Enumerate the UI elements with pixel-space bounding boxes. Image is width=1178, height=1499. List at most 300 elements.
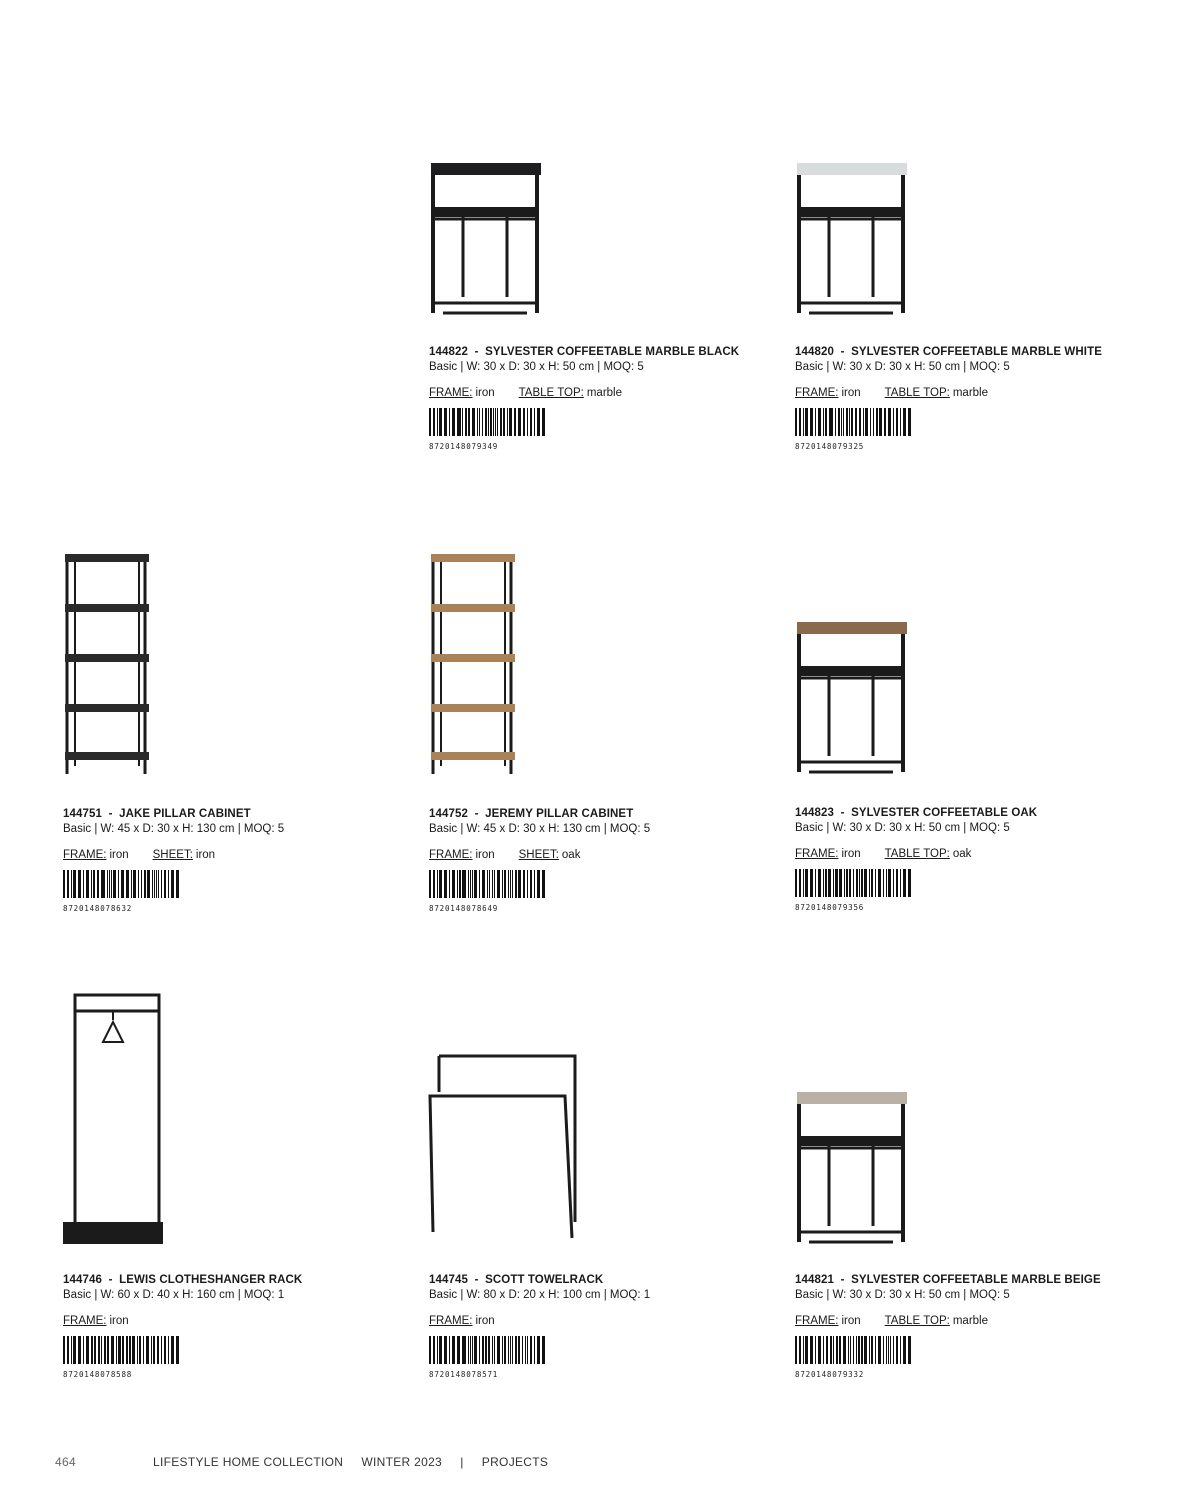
barcode-bar bbox=[859, 1336, 860, 1364]
barcode-bar bbox=[429, 1336, 431, 1364]
barcode-bar bbox=[543, 1336, 545, 1364]
barcode-bar bbox=[904, 408, 906, 436]
barcode-bar bbox=[468, 1336, 469, 1364]
barcode-bar bbox=[429, 870, 431, 898]
material-entry bbox=[519, 848, 581, 862]
barcode-bar bbox=[806, 408, 808, 436]
barcode-bar bbox=[848, 1336, 849, 1364]
material-value: iron bbox=[841, 387, 861, 399]
material-value: marble bbox=[586, 387, 622, 399]
ean-number: 8720148079325 bbox=[795, 442, 865, 451]
product-card-144821 bbox=[795, 992, 1125, 1379]
product-spec: Basic | W: 30 x D: 30 x H: 50 cm | MOQ: 5 bbox=[795, 1289, 1010, 1301]
material-key: FRAME: bbox=[795, 848, 839, 860]
product-title: 144751 - JAKE PILLAR CABINET bbox=[63, 808, 251, 820]
barcode-bar bbox=[844, 1336, 846, 1364]
barcode-bar bbox=[893, 1336, 895, 1364]
barcode-bar bbox=[479, 1336, 480, 1364]
product-card-144822 bbox=[429, 160, 759, 451]
product-image-towel-rack bbox=[429, 992, 759, 1273]
barcode-bar bbox=[523, 870, 525, 898]
barcode-bar bbox=[833, 869, 834, 897]
barcode-bar bbox=[94, 1336, 96, 1364]
product-materials bbox=[795, 847, 1125, 861]
barcode-bar bbox=[839, 408, 840, 436]
barcode-bar bbox=[823, 869, 824, 897]
barcode-bar bbox=[871, 869, 873, 897]
barcode-bar bbox=[909, 408, 911, 436]
barcode-bar bbox=[128, 870, 129, 898]
material-key: FRAME: bbox=[63, 1315, 107, 1327]
barcode-bar bbox=[861, 869, 862, 897]
barcode-bar bbox=[138, 870, 139, 898]
product-image-shelf-oak bbox=[429, 552, 759, 807]
barcode-bar bbox=[855, 408, 857, 436]
barcode-bar bbox=[131, 870, 132, 898]
barcode-bar bbox=[500, 408, 501, 436]
barcode-bar bbox=[143, 1336, 144, 1364]
barcode-bar bbox=[502, 1336, 503, 1364]
barcode-bar bbox=[118, 870, 119, 898]
barcode bbox=[795, 1336, 913, 1364]
barcode bbox=[795, 869, 913, 897]
barcode-bar bbox=[111, 870, 112, 898]
material-entry bbox=[429, 848, 495, 862]
shelf-board bbox=[65, 654, 149, 662]
barcode-bar bbox=[519, 408, 521, 436]
table-top bbox=[797, 622, 907, 634]
barcode-bar bbox=[144, 870, 145, 898]
barcode-bar bbox=[67, 870, 69, 898]
barcode-bar bbox=[836, 1336, 837, 1364]
barcode-bar bbox=[795, 1336, 797, 1364]
barcode-bar bbox=[803, 408, 804, 436]
product-spec: Basic | W: 60 x D: 40 x H: 160 cm | MOQ: 1 bbox=[63, 1289, 285, 1301]
product-materials bbox=[63, 1314, 393, 1328]
barcode-bar bbox=[823, 408, 824, 436]
hanger-icon bbox=[103, 1011, 123, 1042]
barcode-bar bbox=[534, 870, 535, 898]
barcode-bar bbox=[512, 870, 514, 898]
barcode-bar bbox=[515, 870, 516, 898]
product-title: 144746 - LEWIS CLOTHESHANGER RACK bbox=[63, 1274, 303, 1286]
product-materials bbox=[429, 386, 759, 400]
barcode-bar bbox=[508, 1336, 509, 1364]
barcode-bar bbox=[177, 1336, 179, 1364]
product-materials bbox=[795, 1314, 1125, 1328]
barcode-bar bbox=[795, 869, 797, 897]
barcode-bar bbox=[101, 1336, 103, 1364]
ean-number: 8720148078649 bbox=[429, 904, 499, 913]
material-key: FRAME: bbox=[63, 849, 107, 861]
barcode-bar bbox=[488, 1336, 490, 1364]
barcode-bar bbox=[869, 869, 870, 897]
barcode-bar bbox=[840, 869, 842, 897]
shelf-board bbox=[65, 554, 149, 562]
barcode-bar bbox=[508, 870, 509, 898]
barcode-bar bbox=[490, 408, 491, 436]
material-entry bbox=[63, 1314, 129, 1328]
barcode-bar bbox=[884, 408, 886, 436]
barcode-bar bbox=[482, 408, 484, 436]
barcode-bar bbox=[465, 408, 466, 436]
product-spec: Basic | W: 45 x D: 30 x H: 130 cm | MOQ: 5 bbox=[429, 823, 651, 835]
barcode-bar bbox=[883, 1336, 885, 1364]
barcode-bar bbox=[502, 870, 503, 898]
barcode-bar bbox=[63, 1336, 65, 1364]
barcode-bar bbox=[459, 1336, 460, 1364]
material-entry bbox=[63, 848, 129, 862]
barcode-bar bbox=[530, 870, 532, 898]
barcode-bar bbox=[493, 408, 494, 436]
product-spec: Basic | W: 45 x D: 30 x H: 130 cm | MOQ: 5 bbox=[63, 823, 285, 835]
product-image-side-table-oak bbox=[795, 552, 1125, 806]
shelf bbox=[799, 1136, 903, 1146]
barcode-bar bbox=[449, 408, 450, 436]
barcode-bar bbox=[829, 869, 831, 897]
barcode-bar bbox=[454, 408, 455, 436]
barcode-bar bbox=[799, 869, 801, 897]
product-title: 144821 - SYLVESTER COFFEETABLE MARBLE BEIGE bbox=[795, 1274, 1101, 1286]
barcode-bar bbox=[449, 870, 450, 898]
product-image-side-table-marble-beige bbox=[795, 992, 1125, 1273]
barcode-bar bbox=[871, 1336, 873, 1364]
shelf-board bbox=[431, 654, 515, 662]
barcode-bar bbox=[527, 408, 529, 436]
product-image-side-table-marble-black bbox=[429, 160, 759, 345]
barcode-bar bbox=[543, 870, 545, 898]
barcode-bar bbox=[518, 1336, 520, 1364]
barcode-bar bbox=[479, 408, 480, 436]
barcode-bar bbox=[909, 1336, 911, 1364]
barcode-bar bbox=[79, 1336, 81, 1364]
barcode-bar bbox=[811, 408, 813, 436]
barcode-bar bbox=[900, 869, 901, 897]
barcode-bar bbox=[856, 869, 857, 897]
barcode-bar bbox=[836, 869, 837, 897]
barcode-bar bbox=[445, 408, 447, 436]
barcode-bar bbox=[63, 870, 65, 898]
ean-number: 8720148078571 bbox=[429, 1370, 499, 1379]
material-value: marble bbox=[952, 1315, 988, 1327]
barcode-bar bbox=[104, 1336, 105, 1364]
barcode-bar bbox=[806, 1336, 808, 1364]
barcode-bar bbox=[514, 408, 516, 436]
product-title: 144823 - SYLVESTER COFFEETABLE OAK bbox=[795, 807, 1038, 819]
barcode-bar bbox=[510, 408, 512, 436]
product-title: 144822 - SYLVESTER COFFEETABLE MARBLE BLACK bbox=[429, 346, 740, 358]
barcode-bar bbox=[879, 869, 881, 897]
barcode-bar bbox=[825, 408, 827, 436]
barcode-bar bbox=[437, 1336, 438, 1364]
barcode-bar bbox=[469, 408, 470, 436]
material-entry bbox=[795, 1314, 861, 1328]
barcode-bar bbox=[803, 1336, 804, 1364]
barcode-bar bbox=[803, 869, 804, 897]
barcode-bar bbox=[876, 408, 877, 436]
barcode-bar bbox=[497, 408, 499, 436]
barcode-bar bbox=[875, 1336, 876, 1364]
barcode-bar bbox=[799, 408, 801, 436]
barcode-bar bbox=[888, 1336, 889, 1364]
barcode-bar bbox=[823, 1336, 825, 1364]
barcode-bar bbox=[498, 1336, 500, 1364]
barcode-bar bbox=[103, 870, 105, 898]
barcode-bar bbox=[71, 1336, 72, 1364]
barcode-bar bbox=[483, 870, 485, 898]
barcode-bar bbox=[122, 870, 124, 898]
shelf-board bbox=[431, 554, 515, 562]
product-materials bbox=[429, 1314, 759, 1328]
barcode-bar bbox=[453, 1336, 455, 1364]
barcode-bar bbox=[440, 870, 442, 898]
barcode-bar bbox=[472, 870, 473, 898]
barcode-bar bbox=[869, 1336, 870, 1364]
shelf-board bbox=[65, 604, 149, 612]
ean-number: 8720148078588 bbox=[63, 1370, 133, 1379]
barcode-bar bbox=[498, 870, 500, 898]
rack-base bbox=[63, 1222, 163, 1244]
barcode-bar bbox=[161, 870, 163, 898]
barcode-bar bbox=[133, 1336, 135, 1364]
barcode-bar bbox=[472, 1336, 473, 1364]
barcode-bar bbox=[147, 1336, 149, 1364]
product-spec: Basic | W: 30 x D: 30 x H: 50 cm | MOQ: 5 bbox=[795, 822, 1010, 834]
barcode-bar bbox=[815, 408, 816, 436]
barcode-bar bbox=[172, 1336, 174, 1364]
barcode-bar bbox=[843, 408, 845, 436]
barcode-bar bbox=[79, 870, 81, 898]
barcode-bar bbox=[116, 1336, 117, 1364]
shelf bbox=[799, 207, 903, 217]
shelf-board bbox=[65, 752, 149, 760]
barcode-bar bbox=[896, 869, 898, 897]
barcode-bar bbox=[492, 870, 493, 898]
barcode-bar bbox=[433, 1336, 435, 1364]
material-key: FRAME: bbox=[429, 1315, 473, 1327]
barcode-bar bbox=[74, 870, 76, 898]
barcode-bar bbox=[97, 870, 99, 898]
barcode-bar bbox=[141, 870, 143, 898]
barcode-bar bbox=[148, 870, 150, 898]
barcode bbox=[795, 408, 913, 436]
barcode-bar bbox=[156, 870, 157, 898]
barcode-bar bbox=[134, 870, 136, 898]
barcode-bar bbox=[866, 408, 868, 436]
barcode-bar bbox=[534, 408, 535, 436]
barcode-bar bbox=[477, 408, 478, 436]
barcode-bar bbox=[168, 870, 169, 898]
barcode-bar bbox=[437, 408, 438, 436]
barcode-bar bbox=[429, 408, 431, 436]
barcode-bar bbox=[875, 869, 876, 897]
shelf-board bbox=[65, 704, 149, 712]
towel-bar-upper bbox=[439, 1056, 575, 1222]
product-spec: Basic | W: 30 x D: 30 x H: 50 cm | MOQ: 5 bbox=[795, 361, 1010, 373]
ean-number: 8720148078632 bbox=[63, 904, 133, 913]
product-materials bbox=[795, 386, 1125, 400]
barcode-bar bbox=[475, 1336, 477, 1364]
barcode-bar bbox=[806, 869, 808, 897]
barcode-bar bbox=[92, 1336, 93, 1364]
material-entry bbox=[519, 386, 622, 400]
barcode-bar bbox=[523, 408, 525, 436]
material-key: FRAME: bbox=[795, 1315, 839, 1327]
material-key: TABLE TOP: bbox=[518, 387, 584, 399]
product-image-shelf-black bbox=[63, 552, 393, 807]
barcode-bar bbox=[437, 870, 438, 898]
product-card-144746 bbox=[63, 992, 393, 1379]
barcode-bar bbox=[833, 1336, 835, 1364]
barcode-bar bbox=[87, 870, 89, 898]
product-title: 144745 - SCOTT TOWELRACK bbox=[429, 1274, 604, 1286]
material-key: SHEET: bbox=[518, 849, 559, 861]
barcode-bar bbox=[475, 870, 477, 898]
material-entry bbox=[885, 847, 972, 861]
barcode-bar bbox=[453, 870, 455, 898]
barcode bbox=[429, 408, 547, 436]
barcode-bar bbox=[849, 869, 851, 897]
barcode-bar bbox=[844, 869, 845, 897]
barcode-bar bbox=[488, 408, 489, 436]
barcode-bar bbox=[543, 408, 545, 436]
barcode-bar bbox=[890, 408, 891, 436]
material-value: iron bbox=[109, 1315, 129, 1327]
barcode-bar bbox=[530, 1336, 532, 1364]
barcode-bar bbox=[168, 1336, 169, 1364]
barcode-bar bbox=[896, 408, 898, 436]
barcode-bar bbox=[504, 870, 506, 898]
barcode-bar bbox=[172, 870, 174, 898]
barcode-bar bbox=[846, 408, 847, 436]
barcode-bar bbox=[114, 870, 116, 898]
material-value: iron bbox=[841, 848, 861, 860]
footer-brand-line: LIFESTYLE HOME COLLECTION WINTER 2023 | PROJECTS bbox=[153, 1455, 549, 1469]
barcode-bar bbox=[893, 408, 895, 436]
barcode-bar bbox=[440, 1336, 442, 1364]
barcode-bar bbox=[880, 408, 882, 436]
barcode-bar bbox=[519, 870, 521, 898]
material-entry bbox=[429, 1314, 495, 1328]
material-key: FRAME: bbox=[429, 387, 473, 399]
shelf-board bbox=[431, 752, 515, 760]
barcode-bar bbox=[820, 869, 821, 897]
barcode-bar bbox=[93, 870, 95, 898]
barcode-bar bbox=[107, 870, 108, 898]
barcode-bar bbox=[799, 1336, 801, 1364]
barcode-bar bbox=[74, 1336, 76, 1364]
material-value: iron bbox=[475, 1315, 495, 1327]
product-card-144823 bbox=[795, 552, 1125, 912]
barcode-bar bbox=[820, 408, 821, 436]
barcode-bar bbox=[112, 1336, 114, 1364]
barcode-bar bbox=[494, 1336, 495, 1364]
product-card-144752 bbox=[429, 552, 759, 913]
table-top bbox=[797, 1092, 907, 1104]
barcode-bar bbox=[457, 870, 458, 898]
barcode-bar bbox=[851, 408, 853, 436]
barcode bbox=[63, 1336, 181, 1364]
material-value: iron bbox=[109, 849, 129, 861]
barcode-bar bbox=[861, 1336, 862, 1364]
material-key: TABLE TOP: bbox=[884, 1315, 950, 1327]
barcode-bar bbox=[849, 408, 850, 436]
barcode-bar bbox=[909, 869, 911, 897]
barcode-bar bbox=[71, 870, 72, 898]
barcode-bar bbox=[473, 408, 475, 436]
barcode-bar bbox=[512, 1336, 514, 1364]
barcode-bar bbox=[879, 1336, 881, 1364]
barcode-bar bbox=[164, 1336, 166, 1364]
table-top bbox=[431, 163, 541, 175]
barcode-bar bbox=[485, 1336, 486, 1364]
barcode-bar bbox=[483, 1336, 484, 1364]
barcode-bar bbox=[850, 1336, 851, 1364]
barcode-bar bbox=[889, 869, 891, 897]
barcode-bar bbox=[904, 1336, 906, 1364]
ean-number: 8720148079332 bbox=[795, 1370, 865, 1379]
page-number: 464 bbox=[55, 1455, 76, 1469]
material-key: TABLE TOP: bbox=[884, 848, 950, 860]
barcode-bar bbox=[433, 870, 435, 898]
barcode-bar bbox=[83, 870, 84, 898]
material-value: oak bbox=[952, 848, 972, 860]
product-materials bbox=[429, 848, 759, 862]
barcode-bar bbox=[177, 870, 179, 898]
barcode-bar bbox=[515, 1336, 516, 1364]
barcode-bar bbox=[158, 870, 159, 898]
barcode-bar bbox=[831, 408, 833, 436]
material-entry bbox=[795, 847, 861, 861]
barcode bbox=[429, 870, 547, 898]
barcode bbox=[63, 870, 181, 898]
barcode-bar bbox=[164, 870, 166, 898]
barcode-bar bbox=[445, 870, 447, 898]
material-entry bbox=[795, 386, 861, 400]
ean-number: 8720148079349 bbox=[429, 442, 499, 451]
material-value: marble bbox=[952, 387, 988, 399]
material-entry bbox=[153, 848, 215, 862]
barcode-bar bbox=[815, 1336, 816, 1364]
barcode-bar bbox=[853, 869, 855, 897]
barcode-bar bbox=[507, 408, 508, 436]
barcode-bar bbox=[820, 1336, 821, 1364]
barcode-bar bbox=[538, 870, 540, 898]
barcode-bar bbox=[153, 1336, 155, 1364]
barcode-bar bbox=[893, 869, 895, 897]
material-value: iron bbox=[475, 387, 495, 399]
barcode-bar bbox=[811, 1336, 813, 1364]
barcode-bar bbox=[873, 408, 875, 436]
barcode-bar bbox=[503, 408, 505, 436]
barcode-bar bbox=[890, 1336, 891, 1364]
shelf-board bbox=[431, 604, 515, 612]
barcode-bar bbox=[530, 408, 532, 436]
barcode-bar bbox=[527, 1336, 529, 1364]
barcode-bar bbox=[896, 1336, 898, 1364]
material-key: FRAME: bbox=[795, 387, 839, 399]
material-key: FRAME: bbox=[429, 849, 473, 861]
barcode-bar bbox=[137, 1336, 138, 1364]
product-image-side-table-marble-white bbox=[795, 160, 1125, 345]
barcode-bar bbox=[811, 869, 813, 897]
barcode-bar bbox=[151, 1336, 152, 1364]
barcode-bar bbox=[479, 870, 480, 898]
product-card-144745 bbox=[429, 992, 759, 1379]
barcode-bar bbox=[795, 408, 797, 436]
product-card-144820 bbox=[795, 160, 1125, 451]
material-value: oak bbox=[561, 849, 581, 861]
